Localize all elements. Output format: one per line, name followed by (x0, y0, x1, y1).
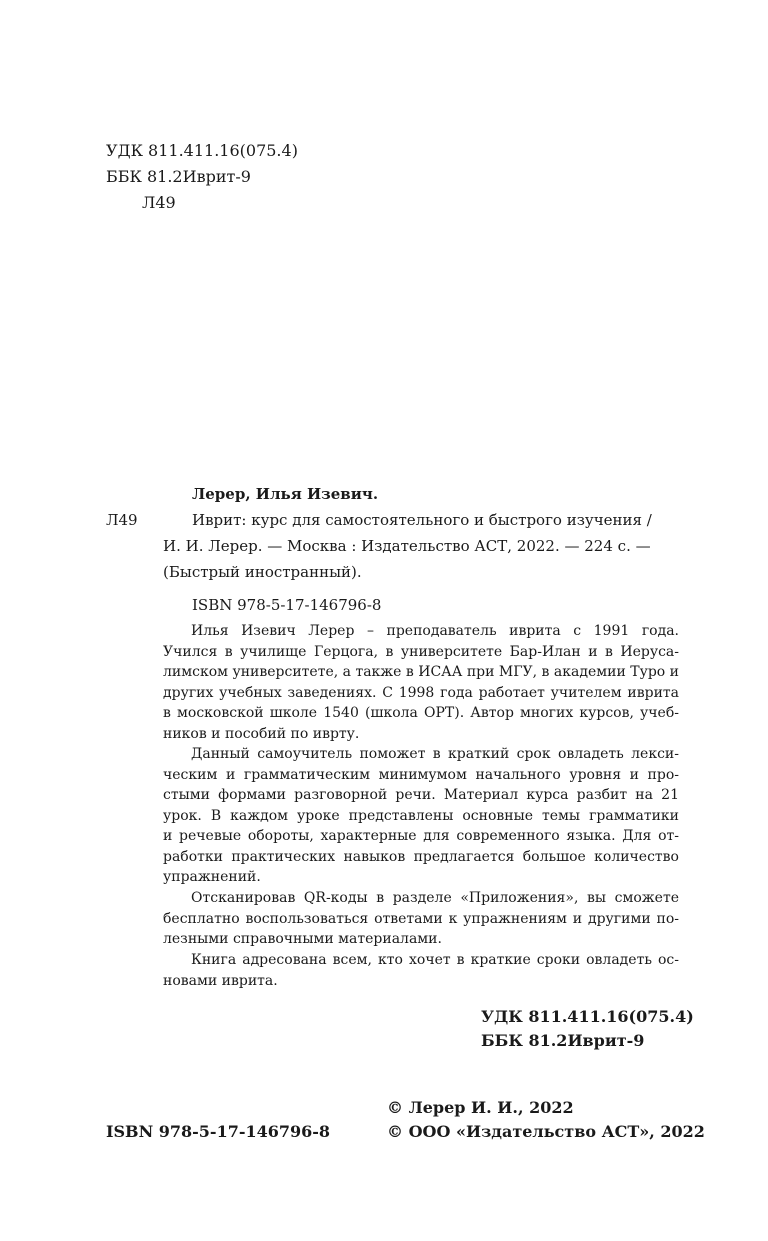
title-line-2: И. И. Лерер. — Москва : Издательство АСТ, 2022. — 224 с. — (163, 537, 651, 555)
annotation-line: и речевые обороты, характерные для современного языка. Для от- (163, 828, 679, 844)
annotation-line: других учебных заведениях. С 1998 года работает учителем иврита (163, 684, 679, 701)
annotation-paragraph-2 (163, 744, 679, 888)
annotation-paragraph-1 (163, 621, 679, 744)
annotation-line: Учился в училище Герцога, в университете Бар-Илан и в Иеруса- (163, 643, 679, 660)
annotation-line: Отсканировав QR-коды в разделе «Приложения», вы сможете (191, 890, 679, 906)
annotation-line: Книга адресована всем, кто хочет в краткие сроки овладеть ос- (191, 952, 679, 968)
annotation-line: работки практических навыков предлагается большое количество (163, 848, 679, 865)
udk-code-top: УДК 811.411.16(075.4) (106, 141, 298, 160)
annotation-line: новами иврита. (163, 972, 278, 989)
annotation-line: лезными справочными материалами. (163, 931, 442, 947)
author-mark-top: Л49 (142, 193, 176, 212)
annotation-paragraph-4 (163, 950, 679, 991)
isbn-footer: ISBN 978-5-17-146796-8 (106, 1122, 331, 1141)
isbn-catalog: ISBN 978-5-17-146796-8 (192, 596, 382, 614)
annotation-paragraph-3 (163, 888, 679, 950)
annotation-line: Илья Изевич Лерер – преподаватель иврита с 1991 года. (191, 623, 679, 639)
annotation-line: стыми формами разговорной речи. Материал курса разбит на 21 (163, 787, 679, 803)
annotation-line: лимском университете, а также в ИСАА при МГУ, в академии Туро и (163, 664, 679, 680)
annotation-line: в московской школе 1540 (школа ОРТ). Автор многих курсов, учеб- (163, 705, 679, 721)
title-line-1: Иврит: курс для самостоятельного и быстрого изучения / (192, 511, 652, 529)
bbk-code-bottom: ББК 81.2Иврит-9 (481, 1031, 645, 1050)
copyright-publisher: © ООО «Издательство АСТ», 2022 (387, 1122, 705, 1141)
author-heading: Лерер, Илья Изевич. (192, 485, 379, 503)
copyright-author: © Лерер И. И., 2022 (387, 1098, 574, 1117)
title-line-3: (Быстрый иностранный). (163, 563, 362, 581)
annotation-line: ников и пособий по иврту. (163, 725, 360, 742)
bbk-code-top: ББК 81.2Иврит-9 (106, 167, 251, 186)
annotation-line: урок. В каждом уроке представлены основные темы грамматики (163, 807, 679, 824)
annotation-line: бесплатно воспользоваться ответами к упражнениям и другими по- (163, 910, 679, 927)
annotation-line: упражнений. (163, 869, 261, 885)
author-mark: Л49 (106, 511, 138, 529)
annotation-line: Данный самоучитель поможет в краткий срок овладеть лекси- (191, 746, 679, 762)
annotation-line: ческим и грамматическим минимумом начального уровня и про- (163, 766, 679, 783)
udk-code-bottom: УДК 811.411.16(075.4) (481, 1007, 694, 1026)
